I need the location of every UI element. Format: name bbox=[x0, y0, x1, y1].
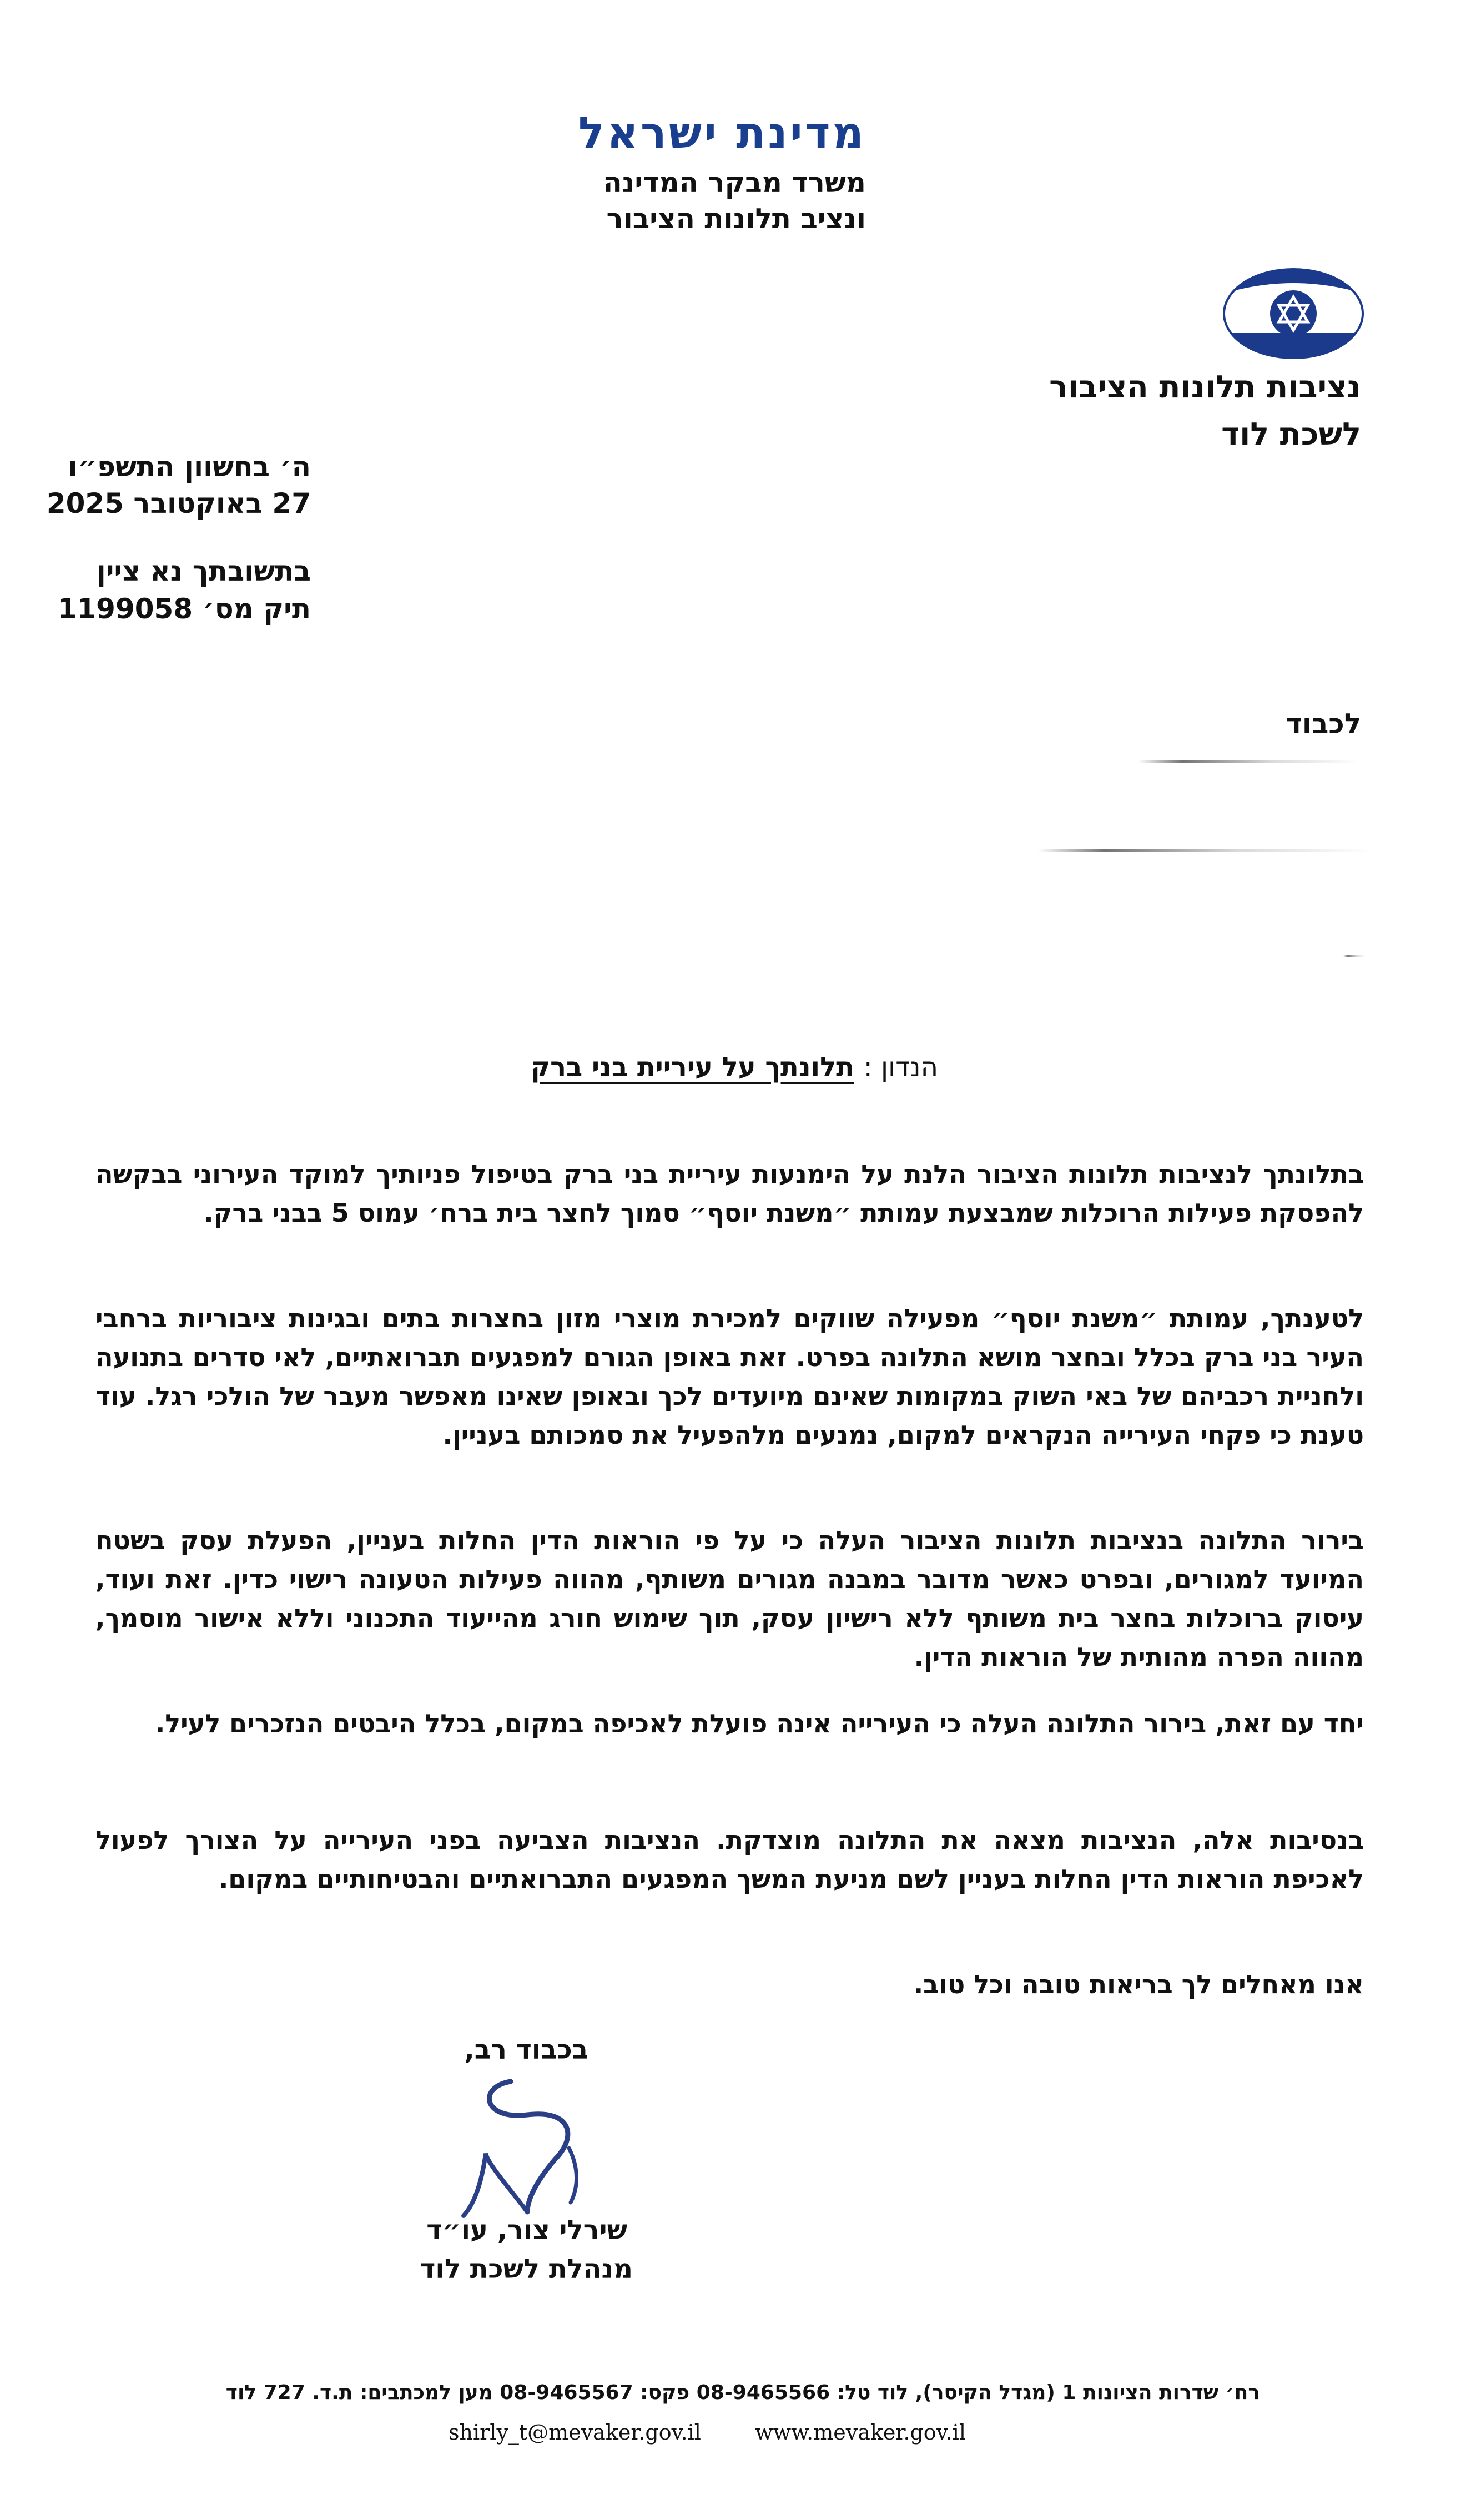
body-paragraph: בתלונתך לנציבות תלונות הציבור הלנת על הימנעות עיריית בני ברק בטיפול פניותיך למוקד העירוני בבקשה להפסקת פעילות הרוכלות שמבצעת עמותת ״משנת יוסף״ סמוך לחצר בית ברח׳ עמוס 5 בבני ברק. bbox=[95, 1159, 1364, 1228]
body-paragraph: בנסיבות אלה, הנציבות מצאה את התלונה מוצדקת. הנציבות הצביעה בפני העירייה על הצורך לפעול לאכיפת הוראות הדין החלות בעניין לשם מניעת המשך המפגעים התברואתיים והבטיחותיים במקום. bbox=[95, 1825, 1364, 1894]
signer-name: שירלי צור, עו״ד bbox=[426, 2215, 627, 2246]
branch-name: לשכת לוד bbox=[1221, 416, 1361, 452]
gregorian-date: 27 באוקטובר 2025 bbox=[46, 487, 311, 520]
handwritten-signature bbox=[444, 2070, 588, 2220]
footer-address: רח׳ שדרות הציונות 1 (מגדל הקיסר), לוד טל: 08-9465566 פקס: 08-9465567 מען למכתבים: ת.ד. 727 לוד bbox=[225, 2381, 1260, 2404]
office-name-line2: ונציב תלונות הציבור bbox=[606, 203, 866, 235]
subject-value: תלונתך על עיריית בני ברק bbox=[530, 1052, 854, 1083]
redacted-addressee-line bbox=[1138, 760, 1360, 763]
redacted-addressee-line bbox=[1038, 849, 1371, 852]
footer-website-link[interactable]: www.mevaker.gov.il bbox=[755, 2420, 966, 2445]
reply-reference-label: בתשובתך נא ציין bbox=[96, 555, 311, 587]
department-name: נציבות תלונות הציבור bbox=[1049, 369, 1361, 405]
file-number: תיק מס׳ 1199058 bbox=[57, 593, 311, 625]
subject-label: הנדון : bbox=[863, 1052, 938, 1083]
body-paragraph: בירור התלונה בנציבות תלונות הציבור העלה כי על פי הוראות הדין החלות בעניין, הפעלת עסק בשטח המיועד למגורים, ובפרט כאשר מדובר במבנה מגורים משותף, מהווה פעילות הטעונה רישוי כדין. זאת ועוד, עיסוק ברוכלות בחצר בית משותף ללא רישיון עסק, תוך שימוש חורג מהייעוד התכנוני וללא אישור מוסמך, מהווה הפרה מהותית של הוראות הדין. bbox=[95, 1525, 1364, 1672]
hebrew-date: ה׳ בחשוון התשפ״ו bbox=[68, 451, 311, 483]
office-name-line1: משרד מבקר המדינה bbox=[603, 167, 866, 199]
footer-email-link[interactable]: shirly_t@mevaker.gov.il bbox=[449, 2420, 701, 2445]
regards-line: בכבוד רב, bbox=[464, 2034, 588, 2065]
star-of-david-eye-logo-icon bbox=[1221, 266, 1366, 361]
footer-contact bbox=[0, 2420, 966, 2445]
subject-line bbox=[0, 1052, 938, 1083]
addressee-label: לכבוד bbox=[1286, 708, 1361, 740]
state-name-title: מדינת ישראל bbox=[578, 108, 866, 158]
body-paragraph: יחד עם זאת, בירור התלונה העלה כי העירייה אינה פועלת לאכיפה במקום, בכלל היבטים הנזכרים לעיל. bbox=[155, 1708, 1364, 1738]
closing-wishes: אנו מאחלים לך בריאות טובה וכל טוב. bbox=[913, 1969, 1364, 1999]
redacted-addressee-line bbox=[1343, 955, 1366, 957]
signer-title: מנהלת לשכת לוד bbox=[420, 2254, 633, 2285]
body-paragraph: לטענתך, עמותת ״משנת יוסף״ מפעילה שווקים למכירת מוצרי מזון בחצרות בתים ובגינות ציבוריות ברחבי העיר בני ברק בכלל ובחצר מושא התלונה בפרט. זאת באופן הגורם למפגעים תברואתיים, לאי סדרים בתנועה ולחניית רכביהם של באי השוק במקומות שאינם מיועדים לכך ובאופן שאינו מאפשר מעבר של הולכי רגל. עוד טענת כי פקחי העירייה הנקראים למקום, נמנעים מלהפעיל את סמכותם בעניין. bbox=[95, 1303, 1364, 1450]
